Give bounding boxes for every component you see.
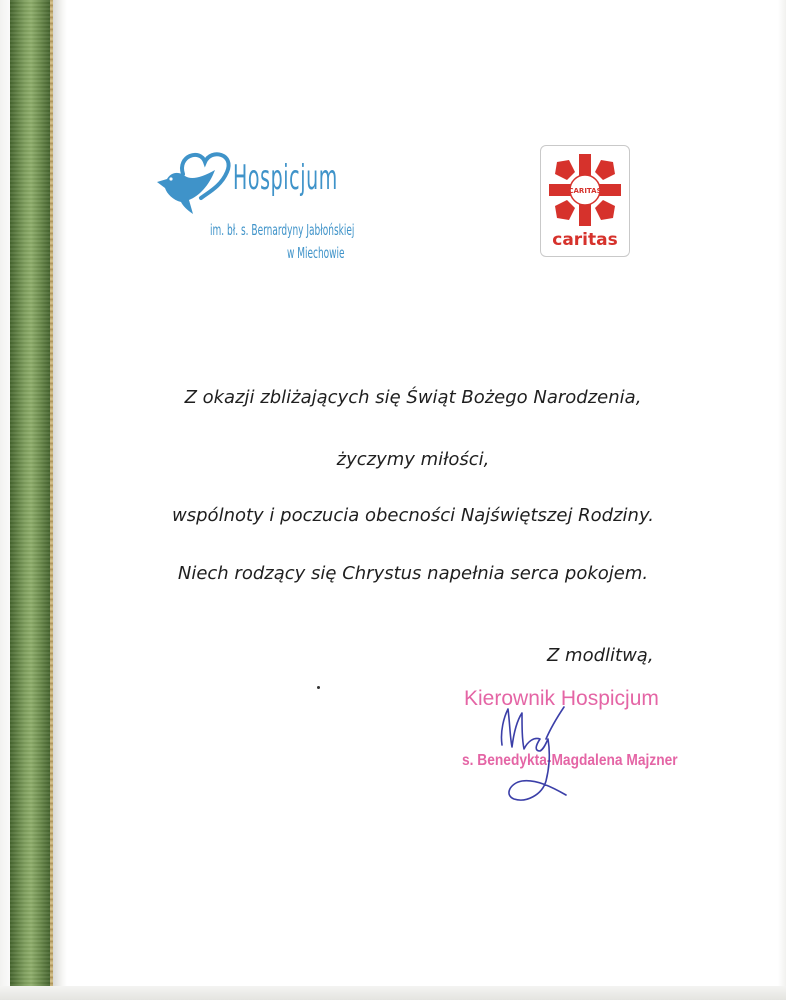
greeting-line-2: życzymy miłości,	[336, 449, 490, 470]
signature-icon	[480, 695, 590, 815]
page-bottom-edge	[0, 986, 786, 1000]
caritas-label: caritas	[552, 230, 618, 250]
hospice-logo	[155, 148, 355, 268]
dove-heart-icon	[155, 148, 235, 223]
caritas-logo	[540, 145, 630, 257]
green-ribbon	[10, 0, 52, 1000]
greeting-line-3: wspólnoty i poczucia obecności Najświętszej Rodziny.	[172, 505, 654, 526]
stamp-name: s. Benedykta-Magdalena Majzner	[462, 752, 678, 769]
page-right-edge	[778, 0, 786, 1000]
scan-edge	[0, 0, 10, 1000]
closing-text: Z modlitwą,	[547, 645, 654, 666]
page-fold-shadow	[53, 0, 67, 1000]
hospice-name: Hospicjum	[233, 158, 338, 198]
greeting-line-4: Niech rodzący się Chrystus napełnia serca pokojem.	[177, 563, 649, 584]
greeting-line-1: Z okazji zbliżających się Świąt Bożego Narodzenia,	[184, 387, 642, 408]
stamp-title: Kierownik Hospicjum	[464, 687, 659, 710]
caritas-cross-icon	[545, 150, 625, 230]
caritas-emblem-text: CARITAS	[568, 187, 602, 195]
hospice-subtitle-line1: im. bł. s. Bernardyny Jabłońskiej	[210, 221, 355, 239]
hospice-subtitle-line2: w Miechowie	[287, 244, 345, 262]
scan-speck	[317, 686, 320, 689]
